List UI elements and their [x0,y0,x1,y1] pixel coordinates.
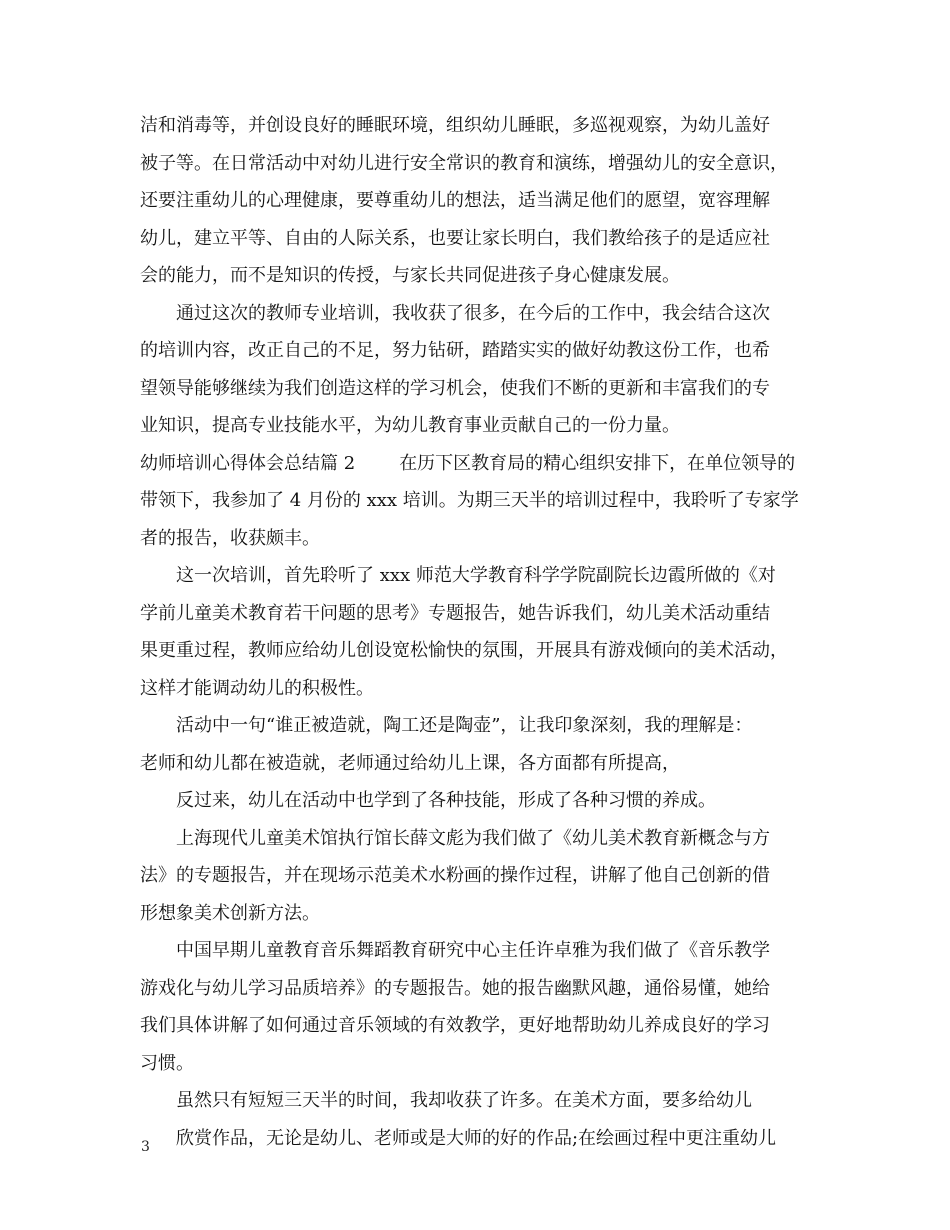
text-line: 法》的专题报告，并在现场示范美术水粉画的操作过程，讲解了他自己创新的借 [140,865,770,886]
section-heading-line [140,445,820,483]
text-line: 被子等。在日常活动中对幼儿进行安全常识的教育和演练，增强幼儿的安全意识， [140,152,788,174]
text-line: 带领下，我参加了 4 月份的 xxx 培训。为期三天半的培训过程中，我聆听了专家学 [140,490,799,511]
text-line: 我们具体讲解了如何通过音乐领域的有效教学，更好地帮助幼儿养成良好的学习 [140,1015,770,1036]
text-line: 望领导能够继续为我们创造这样的学习机会，使我们不断的更新和丰富我们的专 [140,377,770,399]
text-line: 会的能力，而不是知识的传授，与家长共同促进孩子身心健康发展。 [140,265,680,286]
text-line: 这一次培训，首先聆听了 xxx 师范大学教育科学学院副院长边霞所做的《对 [176,565,776,586]
text-line: 反过来，幼儿在活动中也学到了各种技能，形成了各种习惯的养成。 [176,790,716,811]
text-line: 中国早期儿童教育音乐舞蹈教育研究中心主任许卓雅为我们做了《音乐教学 [176,940,770,961]
text-line: 老师和幼儿都在被造就，老师通过给幼儿上课，各方面都有所提高， [140,752,680,774]
text-line: 活动中一句“谁正被造就，陶工还是陶壶”，让我印象深刻，我的理解是： [176,715,753,736]
text-line: 这样才能调动幼儿的积极性。 [140,677,374,699]
text-line: 欣赏作品，无论是幼儿、老师或是大师的好的作品;在绘画过程中更注重幼儿 [176,1127,777,1149]
text-line: 幼儿，建立平等、自由的人际关系，也要让家长明白，我们教给孩子的是适应社 [140,227,770,249]
page-number: 3 [141,1139,150,1155]
text-line: 学前儿童美术教育若干问题的思考》专题报告，她告诉我们，幼儿美术活动重结 [140,602,770,624]
body-text [140,107,820,1157]
text-line: 上海现代儿童美术馆执行馆长薛文彪为我们做了《幼儿美术教育新概念与方 [176,827,770,849]
text-line: 通过这次的教师专业培训，我收获了很多，在今后的工作中，我会结合这次 [176,302,770,324]
text-line: 游戏化与幼儿学习品质培养》的专题报告。她的报告幽默风趣，通俗易懂，她给 [140,977,770,999]
section-heading: 幼师培训心得体会总结篇 2 [140,452,356,474]
text-line: 在历下区教育局的精心组织安排下，在单位领导的 [399,452,796,474]
text-line: 者的报告，收获颇丰。 [140,527,320,549]
text-line: 果更重过程，教师应给幼儿创设宽松愉快的氛围，开展具有游戏倾向的美术活动， [140,640,788,661]
text-line: 业知识，提高专业技能水平，为幼儿教育事业贡献自己的一份力量。 [140,415,680,436]
text-line: 洁和消毒等，并创设良好的睡眠环境，组织幼儿睡眠，多巡视观察，为幼儿盖好 [140,115,770,136]
text-line: 虽然只有短短三天半的时间，我却收获了许多。在美术方面，要多给幼儿 [176,1090,752,1111]
text-line: 的培训内容，改正自己的不足，努力钻研，踏踏实实的做好幼教这份工作，也希 [140,340,770,361]
text-line: 还要注重幼儿的心理健康，要尊重幼儿的想法，适当满足他们的愿望，宽容理解 [140,190,770,211]
text-line: 形想象美术创新方法。 [140,902,320,924]
text-line: 习惯。 [140,1052,194,1074]
